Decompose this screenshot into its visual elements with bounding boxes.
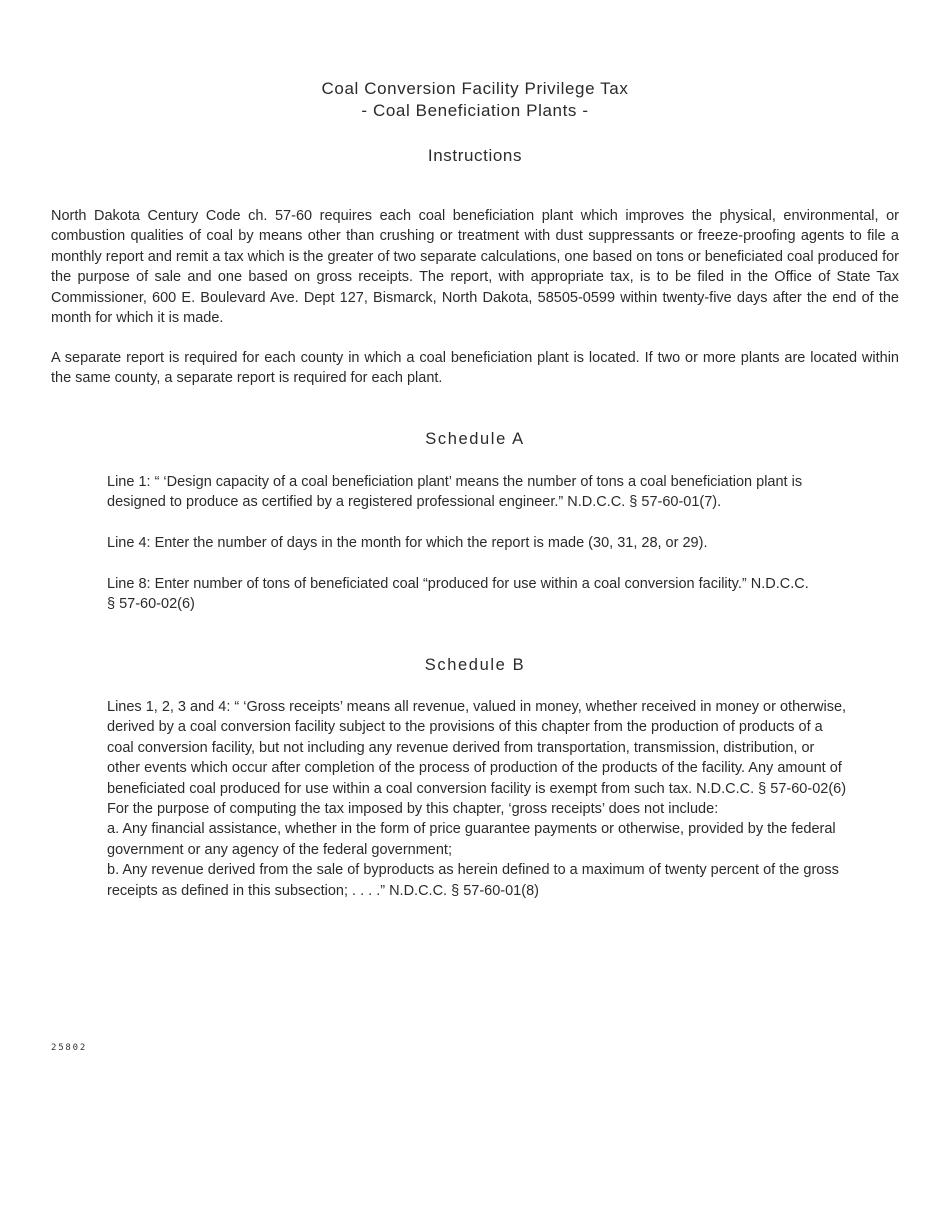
schedule-b-heading: Schedule B	[424, 656, 526, 674]
schedule-b-item-b: b. Any revenue derived from the sale of byproducts as herein defined to a maximum of twenty percent of the gross receipts as defined in this subsection; . . . .” N.D.C.C. § 57-60-01(8)	[107, 862, 839, 899]
schedule-b-item-a: a. Any financial assistance, whether in the form of price guarantee payments or otherwise, provided by the federal government or any agency of the federal government;	[107, 821, 836, 858]
document-subtitle: - Coal Beneficiation Plants -	[361, 101, 589, 120]
intro-paragraph: North Dakota Century Code ch. 57-60 requires each coal beneficiation plant which improves the physical, environmental, or combustion qualities of coal by means other than crushing or treatment with dust suppressants or freeze-proofing agents to file a monthly report and remit a tax which is the greater of two separate calculations, one based on tons or beneficiated coal produced for the purpose of sale and one based on gross receipts. The report, with appropriate tax, is to be filed in the Office of State Tax Commissioner, 600 E. Boulevard Ave. Dept 127, Bismarck, North Dakota, 58505-0599 within twenty-five days after the end of the month for which it is made.	[51, 208, 899, 327]
instructions-heading: Instructions	[427, 146, 523, 165]
schedule-b-gross-receipts-text: Lines 1, 2, 3 and 4: “ ‘Gross receipts’ means all revenue, valued in money, whether received in money or otherwise, derived by a coal conversion facility subject to the provisions of this chapter from the production of products of a coal conversion facility, but not including any revenue derived from transportation, transmission, distribution, or other events which occur after completion of the process of production of the products of the facility. Any amount of beneficiated coal produced for use within a coal conversion facility is exempt from such tax. N.D.C.C. § 57-60-02(6) For the purpose of computing the tax imposed by this chapter, ‘gross receipts’ does not include:	[107, 699, 847, 818]
document-title: Coal Conversion Facility Privilege Tax	[321, 79, 629, 98]
schedule-a-line-8: Line 8: Enter number of tons of beneficiated coal “produced for use within a coal conversion facility.” N.D.C.C. § 57-60-02(6)	[107, 576, 809, 613]
schedule-b-lines	[107, 697, 847, 901]
title-block	[0, 78, 950, 122]
separate-report-paragraph: A separate report is required for each county in which a coal beneficiation plant is located. If two or more plants are located within the same county, a separate report is required for each plant.	[51, 350, 899, 387]
schedule-a-line-1: Line 1: “ ‘Design capacity of a coal beneficiation plant’ means the number of tons a coal beneficiation plant is designed to produce as certified by a registered professional engineer.” N.D.C.C. § 57-60-01(7).	[107, 474, 803, 511]
form-number: 25802	[51, 1043, 88, 1053]
schedule-a-line-4: Line 4: Enter the number of days in the month for which the report is made (30, 31, 28, or 29).	[107, 535, 708, 551]
schedule-a-heading: Schedule A	[425, 430, 525, 448]
